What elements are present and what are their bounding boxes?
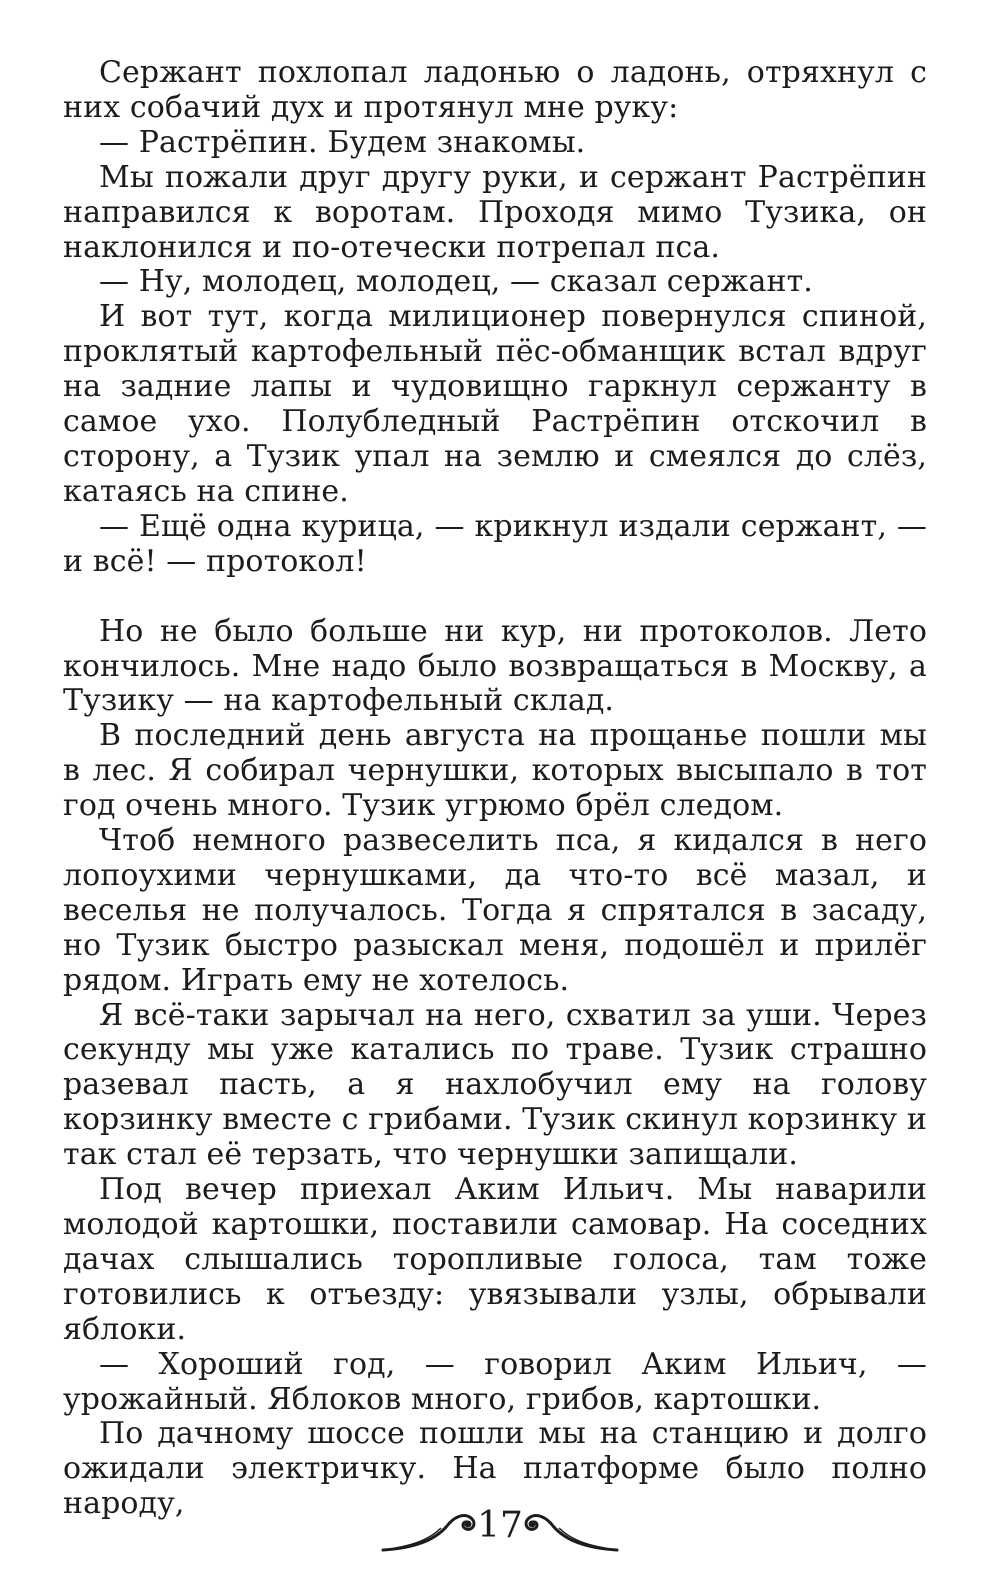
paragraph: Мы пожали друг другу руки, и сержант Растрёпин направился к воротам. Проходя мимо Тузика, он наклонился и по-отечески потрепал пса. bbox=[63, 159, 927, 265]
paragraph: По дачному шоссе пошли мы на станцию и долго ожидали электричку. На платформе было полно народу, bbox=[63, 1416, 927, 1522]
paragraph: — Ну, молодец, молодец, — сказал сержант. bbox=[99, 264, 813, 300]
paragraph: — Хороший год, — говорил Аким Ильич, — урожайный. Яблоков много, грибов, картошки. bbox=[63, 1346, 927, 1417]
paragraph: И вот тут, когда милиционер повернулся спиной, проклятый картофельный пёс-обманщик встал вдруг на задние лапы и чудовищно гаркнул сержанту в самое ухо. Полубледный Растрёпин отскочил в сторону, а Тузик упал на землю и смеялся до слёз, катаясь на спине. bbox=[63, 299, 927, 509]
paragraph: Но не было больше ни кур, ни протоколов. Лето кончилось. Мне надо было возвращаться в Москву, а Тузику — на картофельный склад. bbox=[63, 613, 927, 719]
section-break bbox=[63, 580, 927, 615]
page-footer bbox=[0, 1498, 1000, 1558]
paragraph: Чтоб немного развеселить пса, я кидался в него лопоухими чернушками, да что-то всё мазал, и веселья не получалось. Тогда я спрятался в засаду, но Тузик быстро разыскал меня, подошёл и прилёг рядом. Играть ему не хотелось. bbox=[63, 823, 927, 998]
paragraph: — Растрёпин. Будем знакомы. bbox=[99, 124, 586, 160]
paragraph: Я всё-таки зарычал на него, схватил за уши. Через секунду мы уже катались по траве. Тузик страшно разевал пасть, а я нахлобучил ему на голову корзинку вместе с грибами. Тузик скинул корзинку и так стал её терзать, что чернушки запищали. bbox=[63, 997, 927, 1173]
paragraph: В последний день августа на прощанье пошли мы в лес. Я собирал чернушки, которых высыпало в тот год очень много. Тузик угрюмо брёл следом. bbox=[63, 718, 927, 824]
paragraph: — Ещё одна курица, — крикнул издали сержант, — и всё! — протокол! bbox=[63, 508, 927, 579]
page-number: 17 bbox=[477, 1505, 523, 1546]
page-body bbox=[63, 56, 927, 1522]
paragraph: Сержант похлопал ладонью о ладонь, отряхнул с них собачий дух и протянул мне руку: bbox=[63, 55, 927, 125]
paragraph: Под вечер приехал Аким Ильич. Мы наварили молодой картошки, поставили самовар. На соседних дачах слышались торопливые голоса, там тоже готовились к отъезду: увязывали узлы, обрывали яблоки. bbox=[63, 1172, 927, 1347]
